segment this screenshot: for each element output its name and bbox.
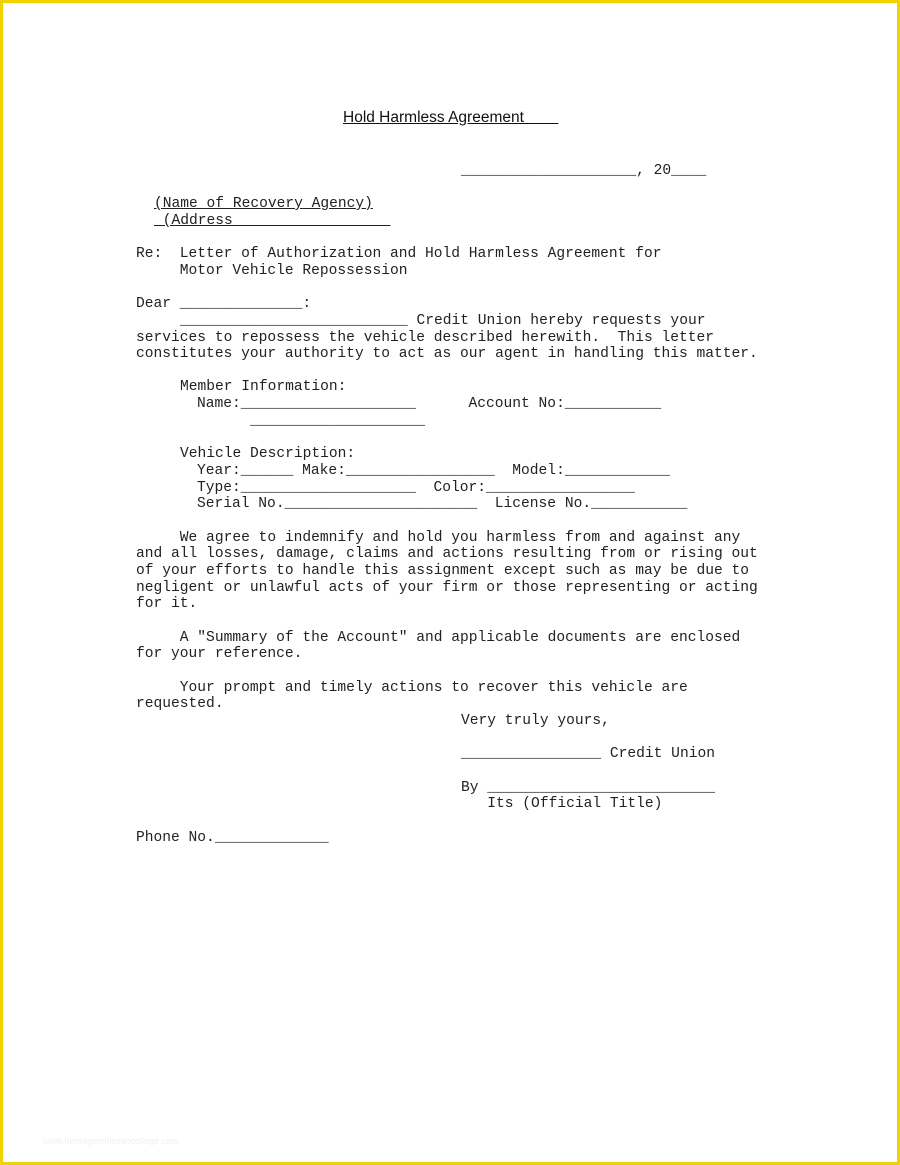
intro-line-2: services to repossess the vehicle described herewith. This letter xyxy=(136,330,715,346)
document-title: Hold Harmless Agreement xyxy=(343,109,559,126)
vehicle-type-color: Type:____________________ Color:_________________ xyxy=(197,480,635,496)
signature-by-line: By __________________________ xyxy=(461,780,715,796)
indemnify-line-2: and all losses, damage, claims and actions resulting from or rising out xyxy=(136,546,758,562)
date-line: ____________________, 20____ xyxy=(461,163,707,179)
summary-line-1: A "Summary of the Account" and applicable documents are enclosed xyxy=(136,630,741,646)
intro-line-3: constitutes your authority to act as our agent in handling this matter. xyxy=(136,346,758,362)
indemnify-line-1: We agree to indemnify and hold you harmless from and against any xyxy=(136,530,741,546)
prompt-line-2: requested. xyxy=(136,696,224,712)
summary-line-2: for your reference. xyxy=(136,646,303,662)
indemnify-line-4: negligent or unlawful acts of your firm or those representing or acting xyxy=(136,580,758,596)
signature-credit-union: ________________ Credit Union xyxy=(461,746,715,762)
member-info-heading: Member Information: xyxy=(180,379,347,395)
re-line-2: Motor Vehicle Repossession xyxy=(136,263,408,279)
vehicle-year-make-model: Year:______ Make:_________________ Model:____________ xyxy=(197,463,670,479)
indemnify-line-3: of your efforts to handle this assignment except such as may be due to xyxy=(136,563,750,579)
indemnify-line-5: for it. xyxy=(136,596,198,612)
signature-official-title: Its (Official Title) xyxy=(461,796,663,812)
salutation: Dear ______________: xyxy=(136,296,312,312)
prompt-line-1: Your prompt and timely actions to recover this vehicle are xyxy=(136,680,688,696)
vehicle-description-heading: Vehicle Description: xyxy=(180,446,356,462)
intro-line-1: __________________________ Credit Union hereby requests your xyxy=(180,313,706,329)
re-line-1: Re: Letter of Authorization and Hold Harmless Agreement for xyxy=(136,246,662,262)
recovery-agency-address: (Address xyxy=(154,213,391,229)
valediction: Very truly yours, xyxy=(461,713,610,729)
member-name-account-line: Name:____________________ Account No:___________ xyxy=(197,396,662,412)
phone-number-line: Phone No._____________ xyxy=(136,830,329,846)
watermark: www.heritagechristiancollege.com xyxy=(43,1136,179,1146)
vehicle-serial-license: Serial No.______________________ License No.___________ xyxy=(197,496,688,512)
recovery-agency-name: (Name of Recovery Agency) xyxy=(154,196,373,212)
member-name-line-2: ____________________ xyxy=(250,413,426,429)
